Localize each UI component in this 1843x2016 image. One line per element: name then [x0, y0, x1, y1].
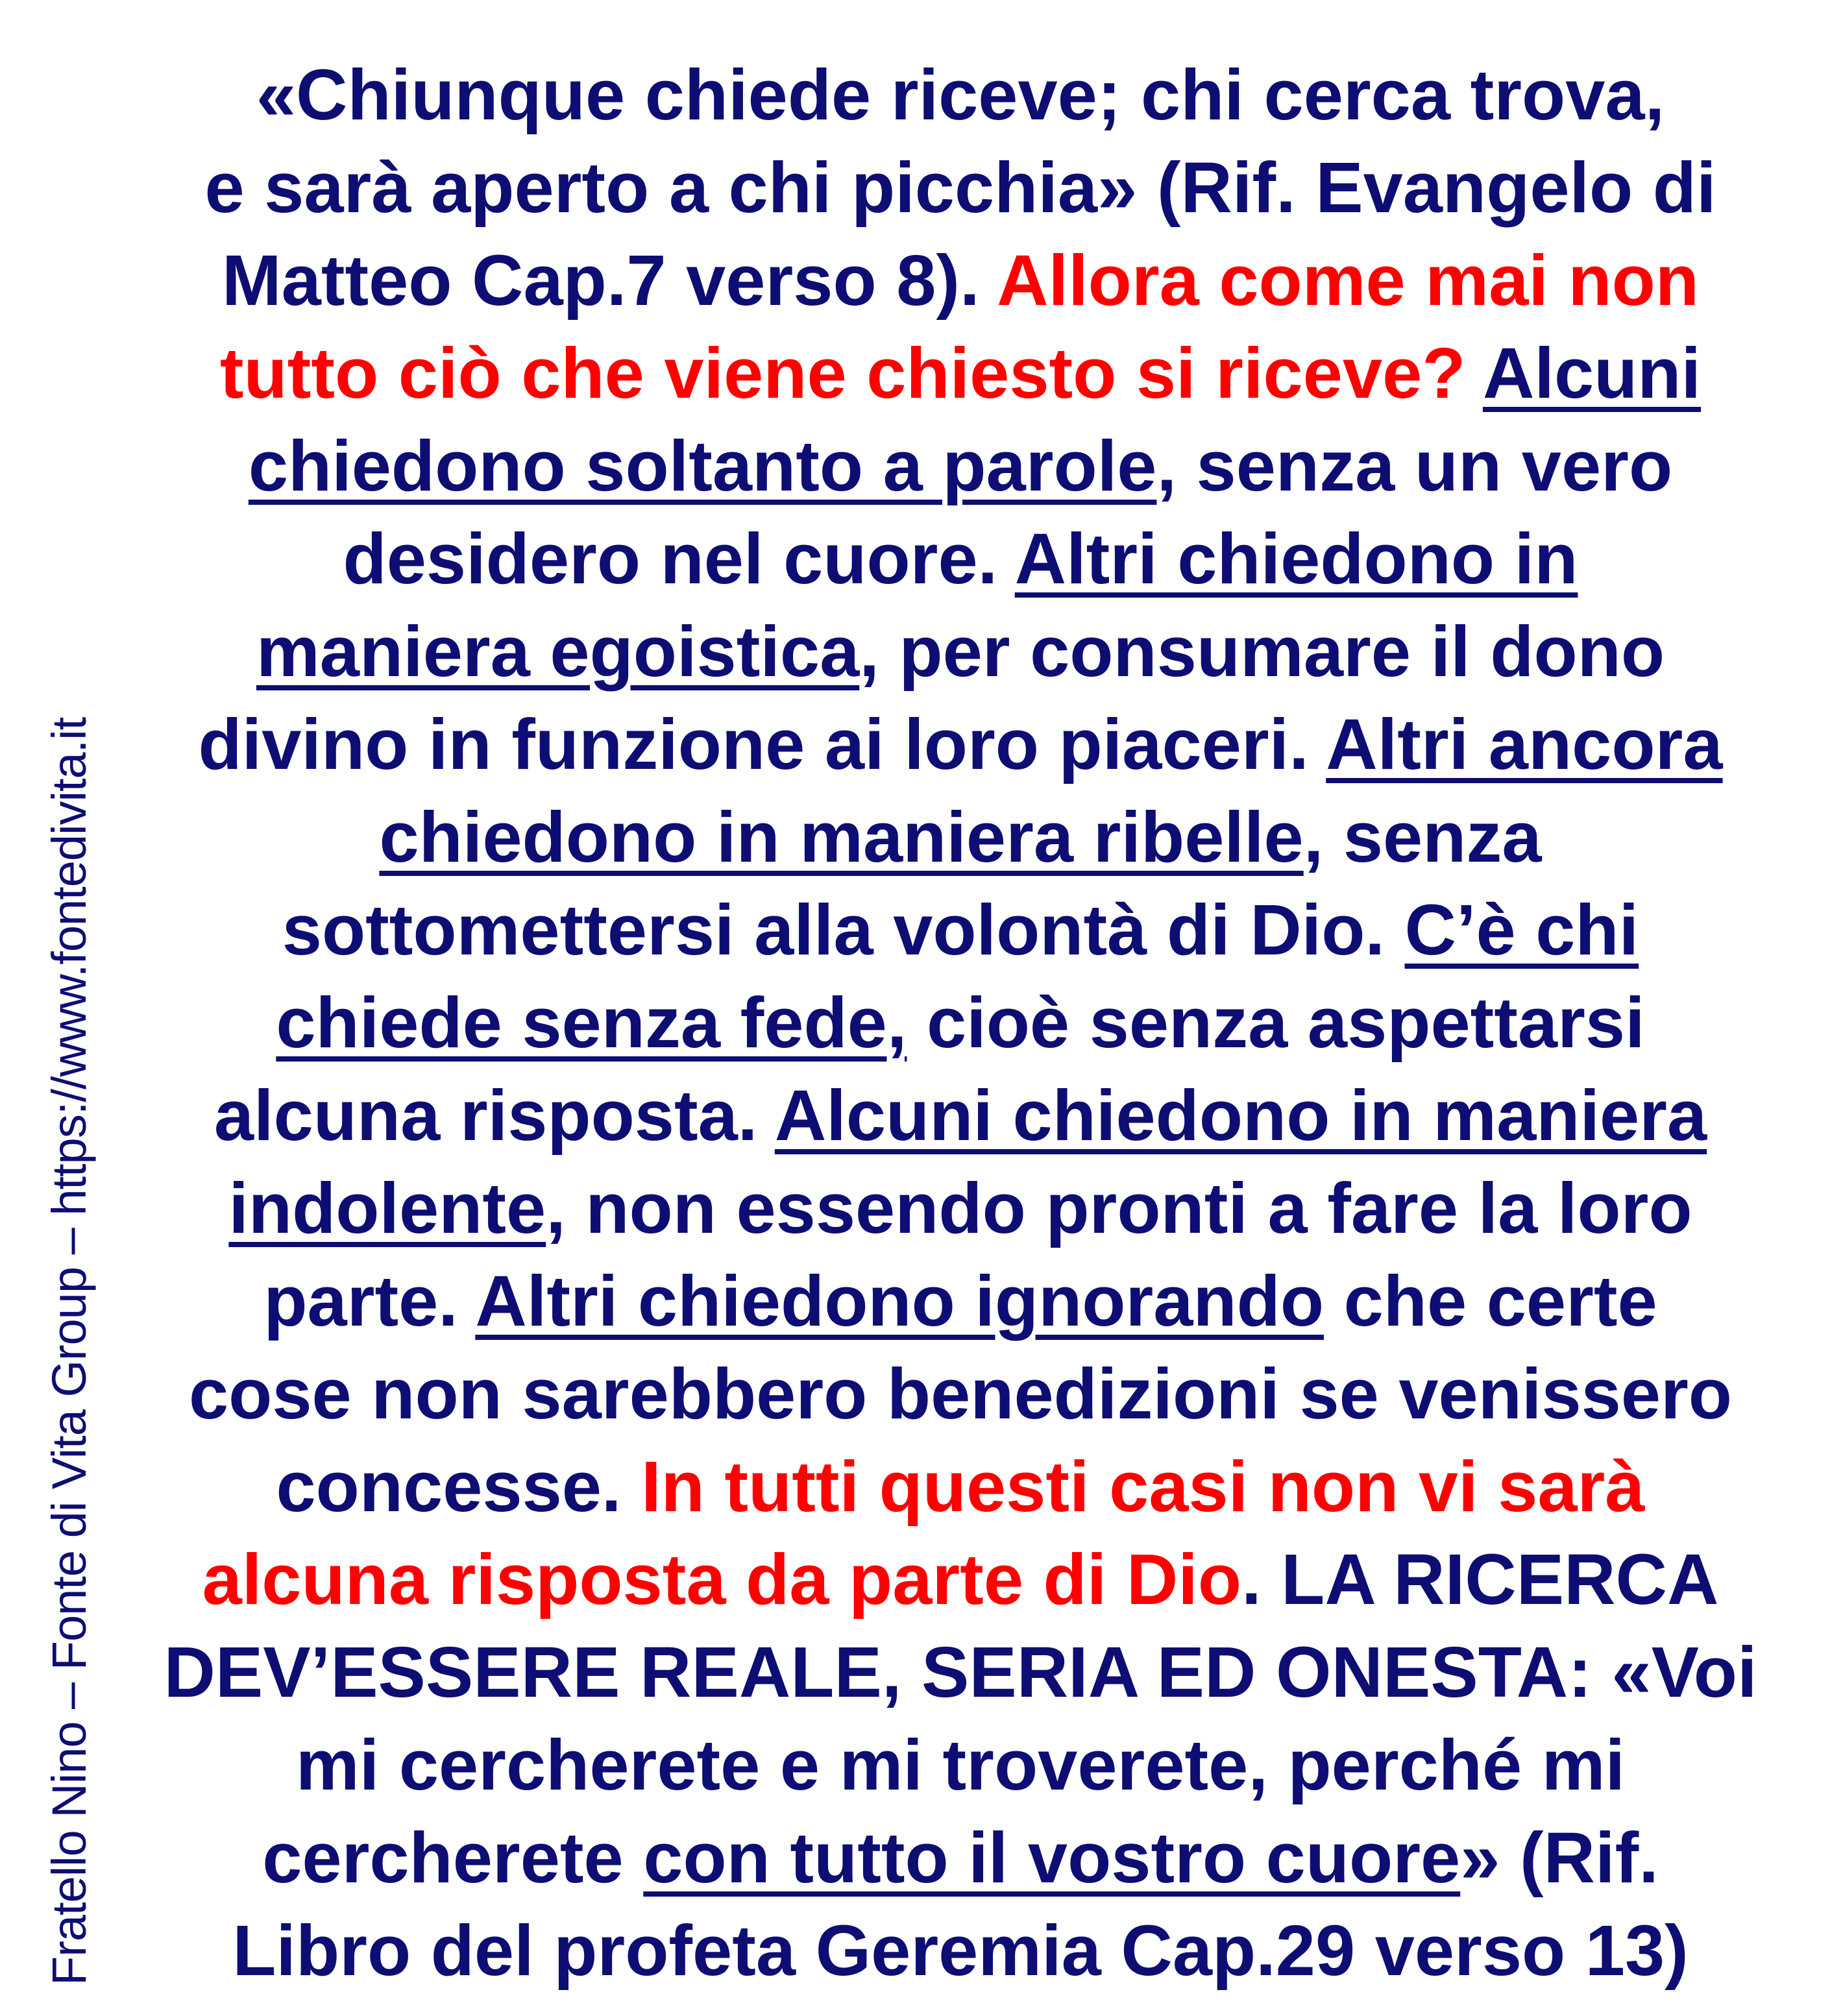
text-line: [117, 884, 1804, 977]
body-text: . LA RICERCA: [1241, 1540, 1719, 1620]
underlined-text: con tutto il vostro cuore: [643, 1818, 1461, 1898]
highlighted-text: tutto ciò che viene chiesto si riceve?: [219, 334, 1483, 413]
text-line: [117, 1162, 1804, 1255]
body-text: » (Rif.: [1460, 1818, 1659, 1898]
underlined-text: Altri chiedono ignorando: [475, 1261, 1324, 1341]
body-text: cercherete: [262, 1818, 644, 1898]
text-line: [117, 420, 1804, 513]
text-line: [117, 977, 1804, 1069]
text-line: [117, 698, 1804, 791]
highlighted-text: Allora come mai non: [997, 241, 1699, 321]
underlined-text: Alcuni: [1482, 334, 1702, 413]
underlined-text: chiedono soltanto a parole: [248, 426, 1157, 506]
body-text: cose non sarebbero benedizioni se venissero: [189, 1354, 1732, 1434]
body-text: alcuna risposta.: [214, 1076, 775, 1156]
underlined-text: Alcuni chiedono in maniera: [774, 1076, 1707, 1156]
underlined-text: Altri chiedono in: [1014, 519, 1578, 599]
text-line: [117, 1440, 1804, 1533]
text-line: [117, 1719, 1804, 1812]
text-line: [117, 141, 1804, 234]
underlined-text: Altri ancora: [1326, 705, 1723, 784]
body-text: mi cercherete e mi troverete, perché mi: [295, 1725, 1626, 1805]
body-text: , per consumare il dono: [859, 612, 1665, 692]
underlined-text: maniera egoistica: [256, 612, 860, 692]
body-text: sottomettersi alla volontà di Dio.: [282, 890, 1405, 970]
body-text: cioè senza aspettarsi: [907, 983, 1645, 1063]
text-line: [117, 605, 1804, 698]
text-line: [117, 49, 1804, 141]
underlined-text: indolente: [228, 1169, 546, 1248]
text-line: [117, 513, 1804, 605]
text-line: [117, 791, 1804, 884]
underlined-text: chiedono in maniera ribelle: [379, 797, 1304, 877]
body-text: parte.: [263, 1261, 476, 1341]
body-text: concesse.: [276, 1447, 642, 1527]
underlined-text: chiede senza fede,: [276, 983, 907, 1063]
text-line: [117, 1255, 1804, 1348]
text-line: [117, 1533, 1804, 1626]
text-line: [117, 234, 1804, 327]
text-line: [117, 1069, 1804, 1162]
body-text: DEV’ESSERE REALE, SERIA ED ONESTA: «Voi: [164, 1633, 1757, 1712]
highlighted-text: alcuna risposta da parte di Dio: [202, 1540, 1242, 1620]
body-text: «Chiunque chiede riceve; chi cerca trova,: [256, 55, 1665, 135]
body-text: desidero nel cuore.: [343, 519, 1015, 599]
text-line: [117, 1626, 1804, 1719]
body-text: divino in funzione ai loro piaceri.: [198, 705, 1326, 784]
body-text: , senza un vero: [1156, 426, 1673, 506]
text-line: [117, 1348, 1804, 1440]
text-line: [117, 327, 1804, 420]
quote-paragraph: [117, 49, 1804, 1997]
highlighted-text: In tutti questi casi non vi sarà: [641, 1447, 1645, 1527]
body-text: e sarà aperto a chi picchia» (Rif. Evangelo di: [204, 148, 1716, 228]
text-line: [117, 1904, 1804, 1997]
body-text: , non essendo pronti a fare la loro: [546, 1169, 1692, 1248]
underlined-text: C’è chi: [1404, 890, 1639, 970]
text-line: [117, 1812, 1804, 1904]
body-text: , senza: [1303, 797, 1542, 877]
body-text: Libro del profeta Geremia Cap.29 verso 13): [232, 1911, 1689, 1991]
body-text: che certe: [1324, 1261, 1657, 1341]
body-text: Matteo Cap.7 verso 8).: [222, 241, 997, 321]
vertical-caption: Fratello Nino – Fonte di Vita Group – https://www.fontedivita.it: [42, 717, 96, 1986]
